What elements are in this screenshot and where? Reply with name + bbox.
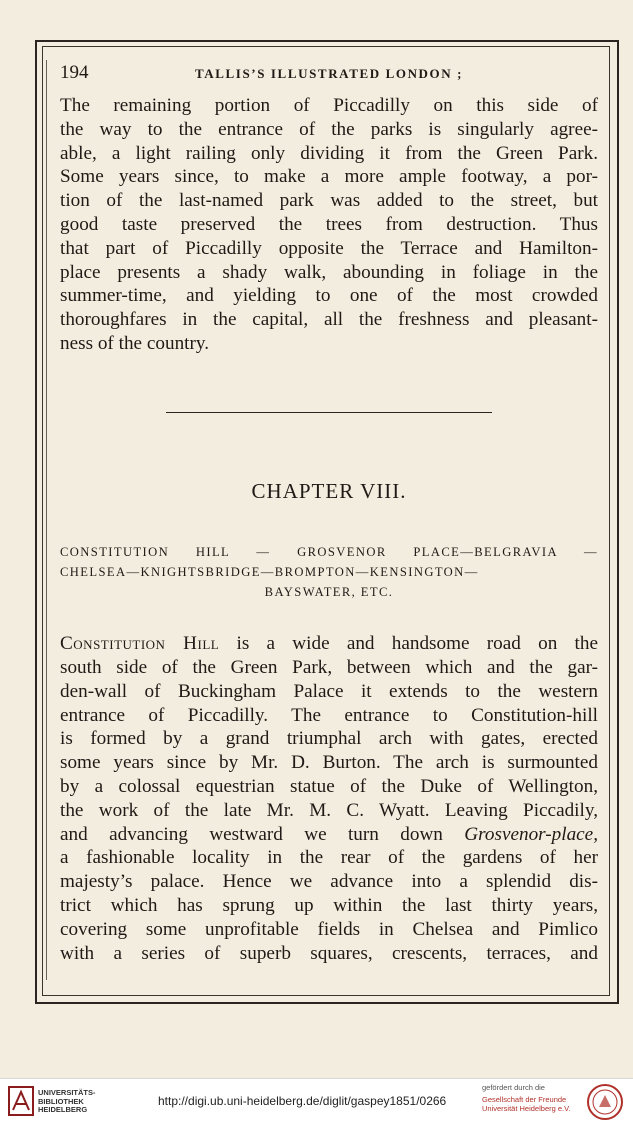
library-name-line: BIBLIOTHEK bbox=[38, 1096, 84, 1106]
left-margin-rule bbox=[46, 60, 47, 980]
text-line: majesty’s palace. Hence we advance into a splendid dis- bbox=[60, 871, 598, 893]
text-line: south side of the Green Park, between which and the gar- bbox=[60, 657, 598, 679]
text-line: summer-time, and yielding to one of the most crowded bbox=[60, 285, 598, 307]
section-divider bbox=[166, 412, 492, 414]
text-line: thoroughfares in the capital, all the freshness and pleasant- bbox=[60, 309, 598, 331]
paragraph-constitution-hill bbox=[60, 632, 598, 965]
university-seal-icon bbox=[586, 1083, 624, 1121]
sponsor-label: gefördert durch die bbox=[482, 1083, 545, 1092]
text-line: is formed by a grand triumphal arch with gates, erected bbox=[60, 728, 598, 750]
page-number: 194 bbox=[60, 62, 89, 83]
text-line: covering some unprofitable fields in Chelsea and Pimlico bbox=[60, 918, 598, 940]
library-name-line: HEIDELBERG bbox=[38, 1105, 88, 1115]
chapter-summary bbox=[60, 542, 598, 602]
running-head bbox=[60, 62, 598, 88]
text-line: the work of the late Mr. M. C. Wyatt. Leaving Piccadily, bbox=[60, 799, 598, 821]
library-logo-icon bbox=[8, 1086, 34, 1116]
sponsor-line: Gesellschaft der Freunde bbox=[482, 1095, 567, 1104]
library-name bbox=[38, 1089, 96, 1115]
sponsor-name bbox=[482, 1095, 571, 1113]
text-line: place presents a shady walk, abounding in foliage in the bbox=[60, 261, 598, 283]
permalink-url[interactable]: http://digi.ub.uni-heidelberg.de/diglit/gaspey1851/0266 bbox=[158, 1094, 447, 1108]
text-line: that part of Piccadilly opposite the Terrace and Hamilton- bbox=[60, 237, 598, 259]
text-line: trict which has sprung up within the last thirty years, bbox=[60, 895, 598, 917]
text-line: good taste preserved the trees from destruction. Thus bbox=[60, 213, 598, 235]
text-line: some years since by Mr. D. Burton. The arch is surmounted bbox=[60, 752, 598, 774]
text-line bbox=[60, 632, 598, 656]
text-line: a fashionable locality in the rear of the gardens of her bbox=[60, 847, 598, 869]
text-fragment: is a wide and handsome road on the bbox=[219, 633, 598, 655]
viewer-footer bbox=[0, 1078, 633, 1125]
text-line: able, a light railing only dividing it from the Green Park. bbox=[60, 142, 598, 164]
library-name-line: UNIVERSITÄTS- bbox=[38, 1088, 96, 1097]
text-line: tion of the last-named park was added to the street, but bbox=[60, 190, 598, 212]
running-title: TALLIS’S ILLUSTRATED LONDON ; bbox=[194, 66, 464, 81]
text-fragment: and advancing westward we turn down bbox=[60, 823, 465, 845]
text-line: by a colossal equestrian statue of the Duke of Wellington, bbox=[60, 776, 598, 798]
text-line: ness of the country. bbox=[60, 332, 210, 354]
text-line bbox=[60, 823, 598, 847]
chapter-title: CHAPTER VIII. bbox=[251, 479, 407, 504]
lead-words: Constitution Hill bbox=[60, 633, 220, 655]
text-line: entrance of Piccadilly. The entrance to Constitution-hill bbox=[60, 704, 598, 726]
text-line: The remaining portion of Piccadilly on this side of bbox=[60, 95, 598, 116]
summary-line: CHELSEA—KNIGHTSBRIDGE—BROMPTON—KENSINGTON— bbox=[60, 565, 479, 580]
paragraph-piccadilly bbox=[60, 94, 598, 356]
page-content bbox=[60, 62, 598, 965]
text-line: the way to the entrance of the parks is singularly agree- bbox=[60, 118, 598, 140]
text-line: Some years since, to make a more ample footway, a por- bbox=[60, 166, 598, 188]
italic-place-name: Grosvenor-place, bbox=[464, 823, 598, 845]
text-line: with a series of superb squares, crescents, terraces, and bbox=[60, 942, 598, 964]
sponsor-line: Universität Heidelberg e.V. bbox=[482, 1104, 571, 1113]
summary-line: BAYSWATER, ETC. bbox=[264, 585, 394, 600]
text-line: den-wall of Buckingham Palace it extends to the western bbox=[60, 680, 598, 702]
summary-line: CONSTITUTION HILL — GROSVENOR PLACE—BELGRAVIA — bbox=[60, 545, 598, 560]
